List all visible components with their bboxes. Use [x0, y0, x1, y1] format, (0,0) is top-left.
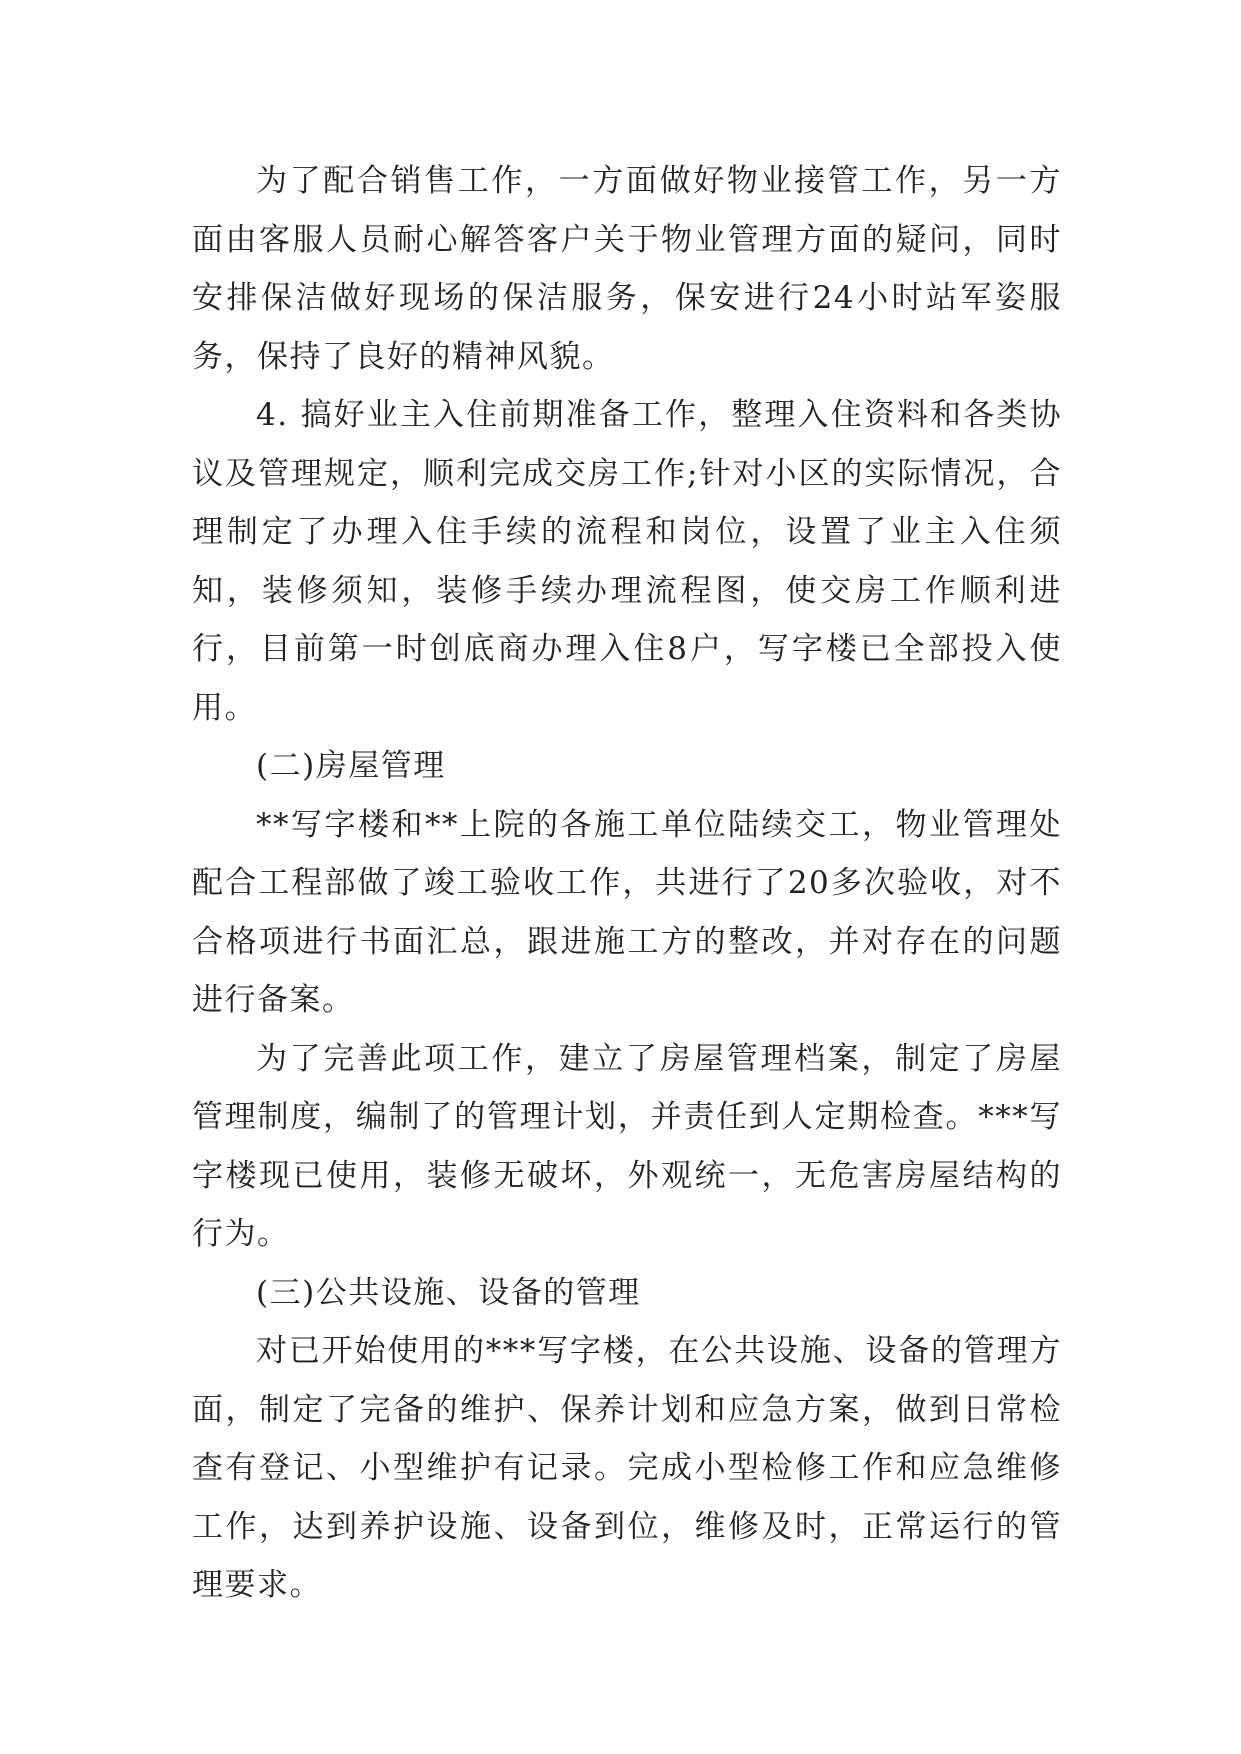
paragraph-housing-records: 为了完善此项工作，建立了房屋管理档案，制定了房屋管理制度，编制了的管理计划，并责任到人定期检查。***写字楼现已使用，装修无破坏，外观统一，无危害房屋结构的行为。 — [192, 1040, 1062, 1252]
paragraph-facility-maintenance: 对已开始使用的***写字楼，在公共设施、设备的管理方面，制定了完备的维护、保养计划和应急方案，做到日常检查有登记、小型维护有记录。完成小型检修工作和应急维修工作，达到养护设施、设备到位，维修及时，正常运行的管理要求。 — [192, 1333, 1062, 1603]
paragraph-move-in-preparation: 4. 搞好业主入住前期准备工作，整理入住资料和各类协议及管理规定，顺利完成交房工作;针对小区的实际情况，合理制定了办理入住手续的流程和岗位，设置了业主入住须知，装修须知，装修手续办理流程图，使交房工作顺利进行，目前第一时创底商办理入住8户，写字楼已全部投入使用。 — [192, 397, 1062, 726]
section-heading-housing-management: (二)房屋管理 — [256, 748, 446, 784]
paragraph-completion-acceptance: **写字楼和**上院的各施工单位陆续交工，物业管理处配合工程部做了竣工验收工作，共进行了20多次验收，对不合格项进行书面汇总，跟进施工方的整改，并对存在的问题进行备案。 — [192, 806, 1062, 1018]
section-heading-public-facilities: (三)公共设施、设备的管理 — [256, 1274, 641, 1311]
paragraph-sales-support: 为了配合销售工作，一方面做好物业接管工作，另一方面由客服人员耐心解答客户关于物业管理方面的疑问，同时安排保洁做好现场的保洁服务，保安进行24小时站军姿服务，保持了良好的精神风貌。 — [192, 163, 1062, 375]
document-body — [192, 152, 1062, 1615]
